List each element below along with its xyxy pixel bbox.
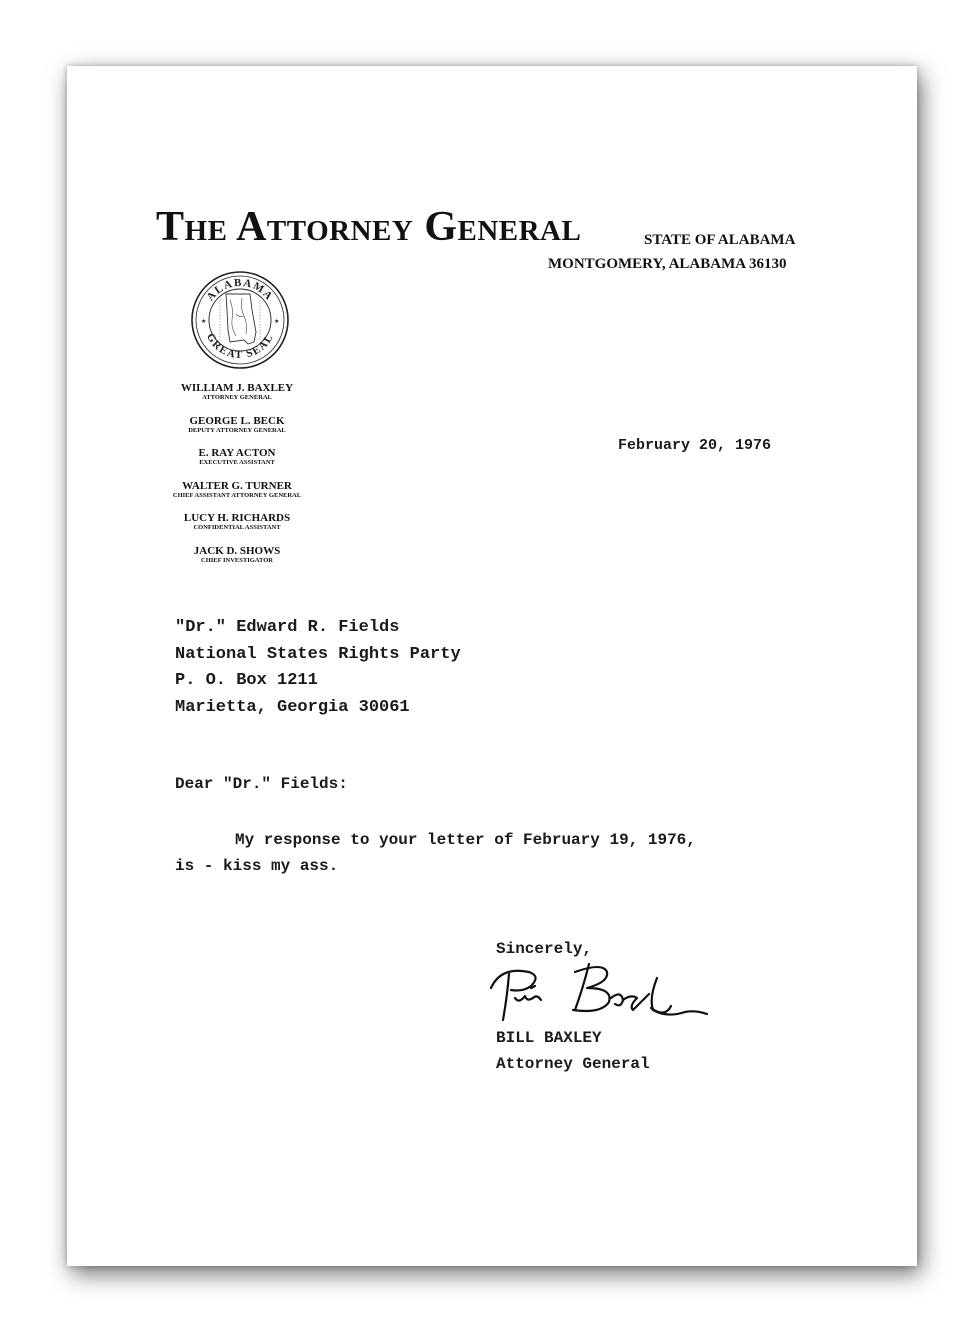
closing: Sincerely,	[496, 940, 593, 958]
staff-title: EXECUTIVE ASSISTANT	[199, 459, 275, 466]
staff-name: E. RAY ACTON	[198, 447, 276, 459]
signer-name: BILL BAXLEY	[496, 1029, 602, 1047]
letter-date: February 20, 1976	[618, 437, 772, 454]
body-line: My response to your letter of February 19, 1976,	[235, 831, 696, 849]
letter-page	[67, 66, 917, 1266]
staff-name: LUCY H. RICHARDS	[183, 512, 291, 524]
body-line: is - kiss my ass.	[175, 857, 339, 875]
letter-body	[175, 827, 795, 879]
staff-entry	[147, 415, 327, 448]
recipient-city: Marietta, Georgia 30061	[175, 697, 410, 717]
staff-name: GEORGE L. BECK	[189, 414, 285, 427]
staff-list	[147, 382, 327, 577]
staff-title: CHIEF ASSISTANT ATTORNEY GENERAL	[172, 491, 302, 499]
staff-name: WALTER G. TURNER	[182, 479, 292, 492]
recipient-name: "Dr." Edward R. Fields	[175, 618, 400, 637]
letterhead-city: MONTGOMERY, ALABAMA 36130	[548, 256, 787, 272]
staff-entry	[147, 512, 327, 545]
staff-title: CHIEF INVESTIGATOR	[201, 556, 273, 564]
letterhead-state: STATE OF ALABAMA	[644, 232, 796, 248]
staff-entry	[147, 447, 327, 480]
svg-text:GREAT SEAL: GREAT SEAL	[203, 331, 277, 362]
staff-title: DEPUTY ATTORNEY GENERAL	[188, 426, 286, 434]
staff-entry	[147, 545, 327, 578]
svg-text:★: ★	[201, 319, 207, 325]
staff-name: JACK D. SHOWS	[193, 544, 281, 557]
recipient-address	[175, 615, 461, 721]
staff-entry	[147, 382, 327, 415]
recipient-po-box: P. O. Box 1211	[175, 671, 318, 690]
staff-name: WILLIAM J. BAXLEY	[180, 382, 294, 394]
signer-title: Attorney General	[496, 1055, 650, 1073]
svg-text:ALABAMA: ALABAMA	[204, 276, 276, 304]
svg-text:★: ★	[274, 319, 280, 325]
recipient-organization: National States Rights Party	[175, 644, 461, 664]
salutation: Dear "Dr." Fields:	[175, 775, 348, 793]
letterhead-title: The Attorney General	[156, 204, 582, 250]
staff-title: ATTORNEY GENERAL	[202, 394, 272, 401]
staff-title: CONFIDENTIAL ASSISTANT	[193, 524, 281, 531]
staff-entry	[147, 480, 327, 513]
signer-block	[496, 1025, 650, 1077]
alabama-great-seal-icon	[190, 270, 290, 370]
